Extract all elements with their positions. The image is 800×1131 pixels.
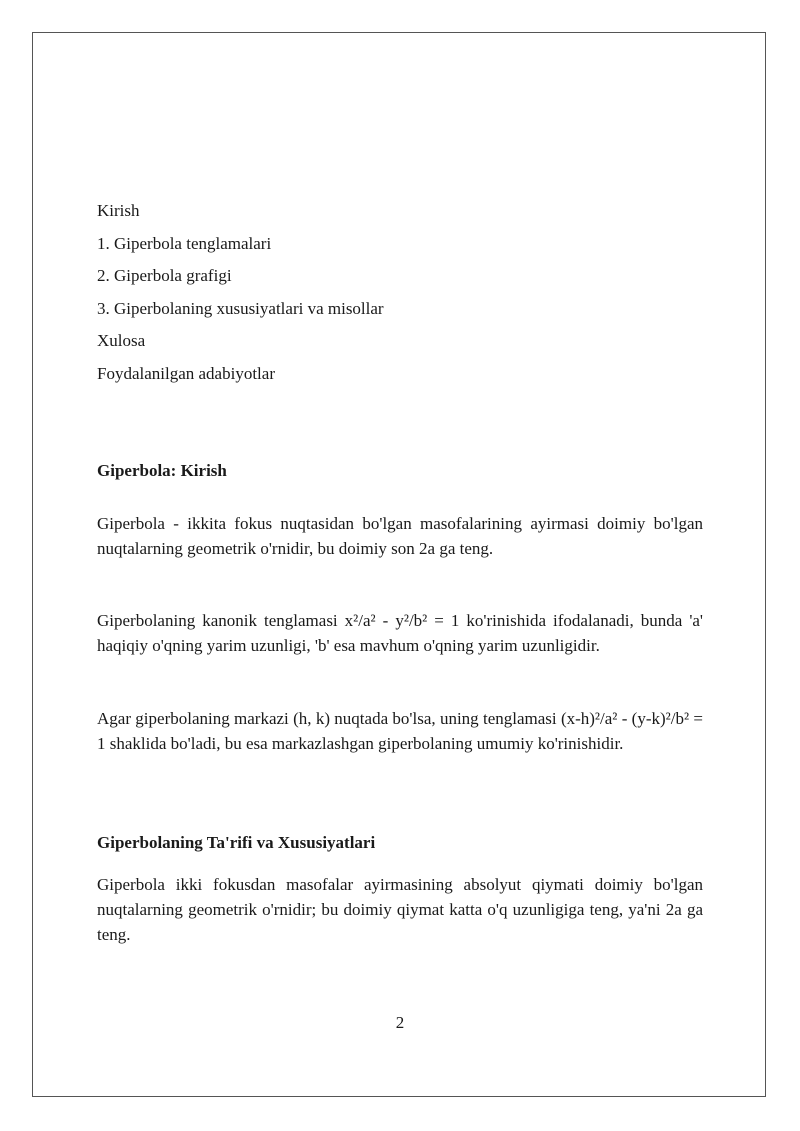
toc-item-equations: 1. Giperbola tenglamalari <box>97 233 272 253</box>
section-heading-intro: Giperbola: Kirish <box>97 461 227 480</box>
paragraph-canonical-equation: Giperbolaning kanonik tenglamasi x²/a² - y²/b² = 1 ko'rinishida ifodalanadi, bunda 'a' haqiqiy o'qning yarim uzunligi, 'b' esa mavhum o'qning yarim uzunligidir. <box>97 611 703 655</box>
toc-item-references: Foydalanilgan adabiyotlar <box>97 363 275 383</box>
paragraph-centered-equation: Agar giperbolaning markazi (h, k) nuqtada bo'lsa, uning tenglamasi (x-h)²/a² - (y-k)²/b² = 1 shaklida bo'ladi, bu esa markazlashgan giperbolaning umumiy ko'rinishidir. <box>97 709 703 753</box>
toc-item-intro: Kirish <box>97 201 140 220</box>
toc-item-graph: 2. Giperbola grafigi <box>97 266 232 285</box>
toc-item-conclusion: Xulosa <box>97 331 146 350</box>
paragraph-definition: Giperbola - ikkita fokus nuqtasidan bo'lgan masofalarining ayirmasi doimiy bo'lgan nuqtalarning geometrik o'rnidir, bu doimiy son 2a ga teng. <box>97 514 703 558</box>
table-of-contents <box>97 198 703 393</box>
section-heading-definition-properties: Giperbolaning Ta'rifi va Xususiyatlari <box>97 833 376 852</box>
page-number: 2 <box>395 1013 405 1032</box>
toc-item-properties: 3. Giperbolaning xususiyatlari va misollar <box>97 298 384 318</box>
paragraph-absolute-definition: Giperbola ikki fokusdan masofalar ayirmasining absolyut qiymati doimiy bo'lgan nuqtalarning geometrik o'rnidir; bu doimiy qiymat katta o'q uzunligiga teng, ya'ni 2a ga teng. <box>97 875 703 944</box>
